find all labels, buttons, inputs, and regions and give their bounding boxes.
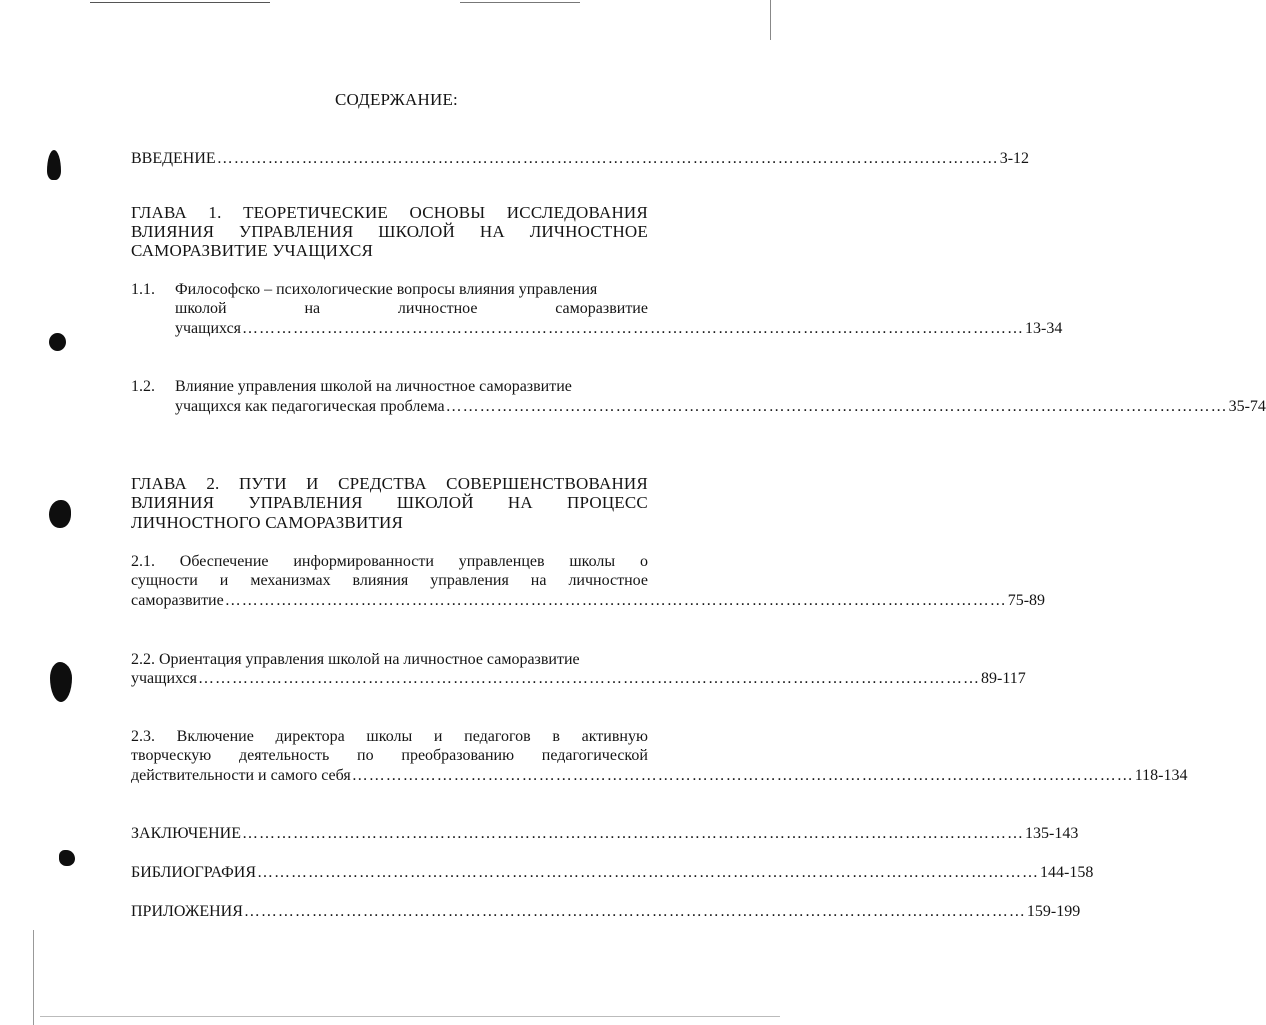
toc-entry-section-1-1[interactable]: [175, 320, 1063, 338]
toc-entry-conclusion[interactable]: [131, 825, 1079, 843]
binder-hole-mark: [47, 150, 61, 180]
section-number: 1.2.: [131, 378, 155, 395]
section-word: Обеспечение: [179, 553, 269, 570]
toc-page-range: 118-134: [1134, 767, 1188, 784]
section-word: преобразованию: [401, 747, 515, 764]
section-word: педагогической: [541, 747, 648, 764]
section-2-3-line-2[interactable]: [131, 747, 648, 765]
toc-page-range: 135-143: [1024, 825, 1079, 842]
section-word: школы: [366, 728, 413, 745]
heading-word: ШКОЛОЙ: [396, 493, 474, 512]
heading-word: И: [306, 474, 319, 493]
dot-leader: …………………………………………………………………………………………………………………………: [257, 864, 1040, 881]
section-word: директора: [275, 728, 345, 745]
chapter-1-heading-line-3[interactable]: САМОРАЗВИТИЕ УЧАЩИХСЯ: [131, 241, 374, 260]
toc-entry-label: БИБЛИОГРАФИЯ: [131, 864, 257, 881]
heading-word: НА: [507, 493, 533, 512]
heading-word: ИССЛЕДОВАНИЯ: [506, 203, 648, 222]
section-word: сущности: [131, 572, 198, 589]
section-word: школы: [569, 553, 616, 570]
dot-leader: …………………………………………………………………………………………………………………………: [216, 150, 999, 167]
heading-word: ПРОЦЕСС: [567, 493, 648, 512]
dot-leader: …………………………………………………………………………………………………………………………: [241, 825, 1024, 842]
section-word: на: [530, 572, 547, 589]
toc-entry-label: учащихся как педагогическая проблема: [175, 398, 445, 415]
section-word: о: [639, 553, 648, 570]
section-word: механизмах: [250, 572, 331, 589]
dot-leader: …………………………………………………………………………………………………………………………: [198, 670, 981, 687]
chapter-1-heading-line-1[interactable]: [131, 203, 648, 223]
heading-word: ГЛАВА: [131, 474, 187, 493]
section-word: влияния: [352, 572, 409, 589]
toc-entry-section-2-2[interactable]: [131, 670, 1026, 688]
section-word: управленцев: [458, 553, 545, 570]
section-2-2-line-1[interactable]: 2.2. Ориентация управления школой на личностное саморазвитие: [131, 651, 580, 668]
dot-leader: …………………………………………………………………………………………………………………………: [224, 592, 1007, 609]
binder-hole-mark: [49, 500, 71, 528]
section-word: творческую: [131, 747, 212, 764]
section-word: 2.3.: [131, 728, 155, 745]
section-word: активную: [581, 728, 648, 745]
chapter-2-heading-line-1[interactable]: [131, 474, 648, 494]
section-word: саморазвитие: [555, 300, 648, 317]
scan-edge-line: [40, 1016, 780, 1017]
toc-entry-label: саморазвитие: [131, 592, 224, 609]
section-word: Включение: [176, 728, 254, 745]
heading-word: ВЛИЯНИЯ: [131, 222, 215, 241]
toc-entry-section-2-3[interactable]: [131, 767, 1188, 785]
toc-page-range: 35-74: [1228, 398, 1266, 415]
dot-leader: …………………………………………………………………………………………………………………………: [351, 767, 1134, 784]
toc-entry-label: действительности и самого себя: [131, 767, 351, 784]
binder-hole-mark: [49, 333, 66, 351]
section-word: на: [304, 300, 321, 317]
binder-hole-mark: [50, 662, 72, 702]
heading-word: НА: [479, 222, 505, 241]
section-word: и: [433, 728, 443, 745]
section-2-1-line-1[interactable]: [131, 553, 648, 571]
heading-word: ЛИЧНОСТНОЕ: [529, 222, 648, 241]
heading-word: 1.: [208, 203, 222, 222]
dot-leader: …………………………………………………………………………………………………………………………: [243, 903, 1026, 920]
heading-word: СРЕДСТВА: [338, 474, 427, 493]
heading-word: ВЛИЯНИЯ: [131, 493, 215, 512]
section-2-1-line-2[interactable]: [131, 572, 648, 590]
section-word: педагогов: [464, 728, 531, 745]
binder-hole-mark: [59, 850, 75, 866]
dot-leader: …………………………………………………………………………………………………………………………: [445, 398, 1228, 415]
section-word: управления: [430, 572, 509, 589]
heading-word: 2.: [206, 474, 220, 493]
section-word: личностное: [397, 300, 478, 317]
scan-edge-line: [90, 2, 270, 3]
toc-entry-bibliography[interactable]: [131, 864, 1094, 882]
section-1-1-line-1[interactable]: Философско – психологические вопросы влияния управления: [175, 281, 598, 298]
toc-page-range: 144-158: [1040, 864, 1094, 881]
section-1-1-line-2[interactable]: [175, 300, 648, 318]
heading-word: ГЛАВА: [131, 203, 187, 222]
section-word: информированности: [293, 553, 434, 570]
section-word: личностное: [568, 572, 648, 589]
heading-word: ПУТИ: [238, 474, 287, 493]
toc-entry-section-2-1[interactable]: [131, 592, 1046, 610]
heading-word: СОВЕРШЕНСТВОВАНИЯ: [446, 474, 648, 493]
section-word: школой: [175, 300, 227, 317]
section-word: в: [552, 728, 560, 745]
toc-entry-label: учащихся: [131, 670, 198, 687]
section-word: 2.1.: [131, 553, 155, 570]
section-word: деятельность: [238, 747, 330, 764]
heading-word: ТЕОРЕТИЧЕСКИЕ: [243, 203, 389, 222]
section-2-3-line-1[interactable]: [131, 728, 648, 746]
chapter-1-heading-line-2[interactable]: [131, 222, 648, 242]
heading-word: ОСНОВЫ: [409, 203, 486, 222]
scan-edge-line: [33, 930, 34, 1025]
toc-entry-label: ЗАКЛЮЧЕНИЕ: [131, 825, 241, 842]
scan-edge-line: [460, 2, 580, 3]
section-word: по: [357, 747, 374, 764]
toc-entry-introduction[interactable]: [131, 150, 1030, 168]
section-word: и: [219, 572, 229, 589]
toc-page-range: 75-89: [1007, 592, 1046, 609]
toc-page-range: 159-199: [1026, 903, 1081, 920]
heading-word: УПРАВЛЕНИЯ: [248, 493, 363, 512]
toc-entry-section-1-2[interactable]: [175, 398, 1266, 416]
section-number: 1.1.: [131, 281, 155, 298]
heading-word: ШКОЛОЙ: [378, 222, 456, 241]
heading-word: УПРАВЛЕНИЯ: [239, 222, 354, 241]
toc-entry-label: ПРИЛОЖЕНИЯ: [131, 903, 243, 920]
page-title: СОДЕРЖАНИЕ:: [335, 90, 458, 109]
section-1-2-line-1[interactable]: Влияние управления школой на личностное саморазвитие: [175, 378, 572, 395]
toc-entry-appendices[interactable]: [131, 903, 1081, 921]
chapter-2-heading-line-2[interactable]: [131, 493, 648, 513]
toc-page-range: 13-34: [1025, 320, 1063, 337]
toc-page-range: 3-12: [999, 150, 1030, 167]
scan-edge-line: [770, 0, 771, 40]
dot-leader: …………………………………………………………………………………………………………………………: [242, 320, 1025, 337]
toc-page-range: 89-117: [981, 670, 1026, 687]
toc-entry-label: учащихся: [175, 320, 242, 337]
toc-entry-label: ВВЕДЕНИЕ: [131, 150, 216, 167]
chapter-2-heading-line-3[interactable]: ЛИЧНОСТНОГО САМОРАЗВИТИЯ: [131, 513, 404, 532]
